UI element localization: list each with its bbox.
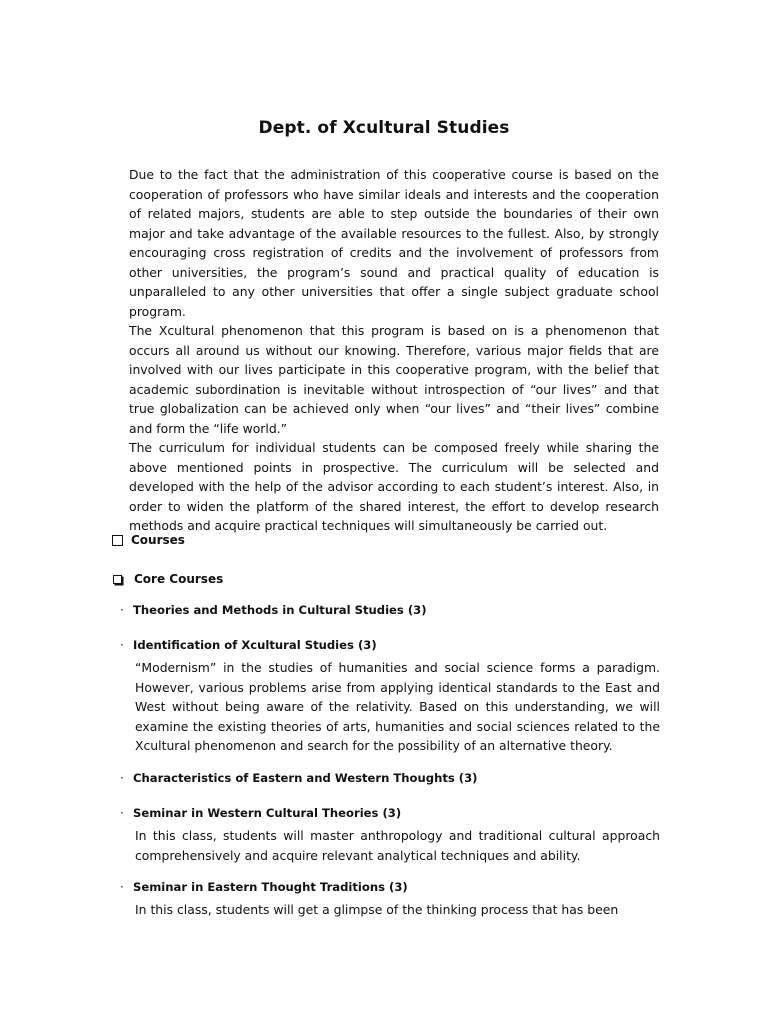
- course-title-text: Seminar in Eastern Thought Traditions (3): [133, 880, 408, 894]
- course-description: “Modernism” in the studies of humanities and social science forms a paradigm. However, various problems arise from applying identical standards to the East and West without being aware of the relativity. Based on this understanding, we will examine the existing theories of arts, humanities and social sciences related to the Xcultural phenomenon and search for the possibility of an alternative theory.: [135, 660, 660, 753]
- core-courses-heading-label: Core Courses: [134, 572, 224, 586]
- course-item: [120, 602, 660, 618]
- page-title: Dept. of Xcultural Studies: [258, 118, 510, 138]
- course-title-text: Seminar in Western Cultural Theories (3): [133, 806, 402, 820]
- course-title-text: Characteristics of Eastern and Western Thoughts (3): [133, 771, 478, 785]
- courses-heading: [112, 533, 185, 547]
- course-title: [120, 770, 660, 786]
- course-title: [120, 637, 660, 653]
- course-title-text: Theories and Methods in Cultural Studies (3): [133, 603, 427, 617]
- bullet-dot-icon: ·: [120, 806, 124, 820]
- intro-paragraph: The curriculum for individual students can be composed freely while sharing the above mentioned points in prospective. The curriculum will be selected and developed with the help of the advisor according to each student’s interest. Also, in order to widen the platform of the shared interest, the effort to develop research methods and acquire practical techniques will simultaneously be carried out.: [129, 440, 659, 533]
- course-title: [120, 805, 660, 821]
- intro-paragraph: The Xcultural phenomenon that this program is based on is a phenomenon that occurs all around us without our knowing. Therefore, various major fields that are involved with our lives participate in this cooperative program, with the belief that academic subordination is inevitable without introspection of “our lives” and that true globalization can be achieved only when “our lives” and “their lives” combine and form the “life world.”: [129, 323, 659, 436]
- course-title-text: Identification of Xcultural Studies (3): [133, 638, 377, 652]
- intro-paragraph: Due to the fact that the administration of this cooperative course is based on the cooperation of professors who have similar ideals and interests and the cooperation of related majors, students are able to step outside the boundaries of their own major and take advantage of the available resources to the fullest. Also, by strongly encouraging cross registration of credits and the involvement of professors from other universities, the program’s sound and practical quality of education is unparalleled to any other universities that offer a single subject graduate school program.: [129, 167, 659, 319]
- bullet-dot-icon: ·: [120, 603, 124, 617]
- courses-heading-label: Courses: [131, 533, 185, 547]
- course-item: [120, 879, 660, 920]
- course-title: [120, 602, 660, 618]
- bullet-dot-icon: ·: [120, 638, 124, 652]
- shadowed-box-icon: [113, 575, 122, 584]
- intro-text: [129, 165, 659, 536]
- course-item: [120, 637, 660, 756]
- bullet-dot-icon: ·: [120, 771, 124, 785]
- core-courses-heading: [112, 572, 223, 586]
- course-item: [120, 805, 660, 865]
- course-title: [120, 879, 660, 895]
- course-description: In this class, students will get a glimpse of the thinking process that has been: [135, 902, 619, 917]
- course-description: In this class, students will master anthropology and traditional cultural approach comprehensively and acquire relevant analytical techniques and ability.: [135, 828, 660, 863]
- bullet-dot-icon: ·: [120, 880, 124, 894]
- course-item: [120, 770, 660, 786]
- square-box-icon: [112, 535, 123, 546]
